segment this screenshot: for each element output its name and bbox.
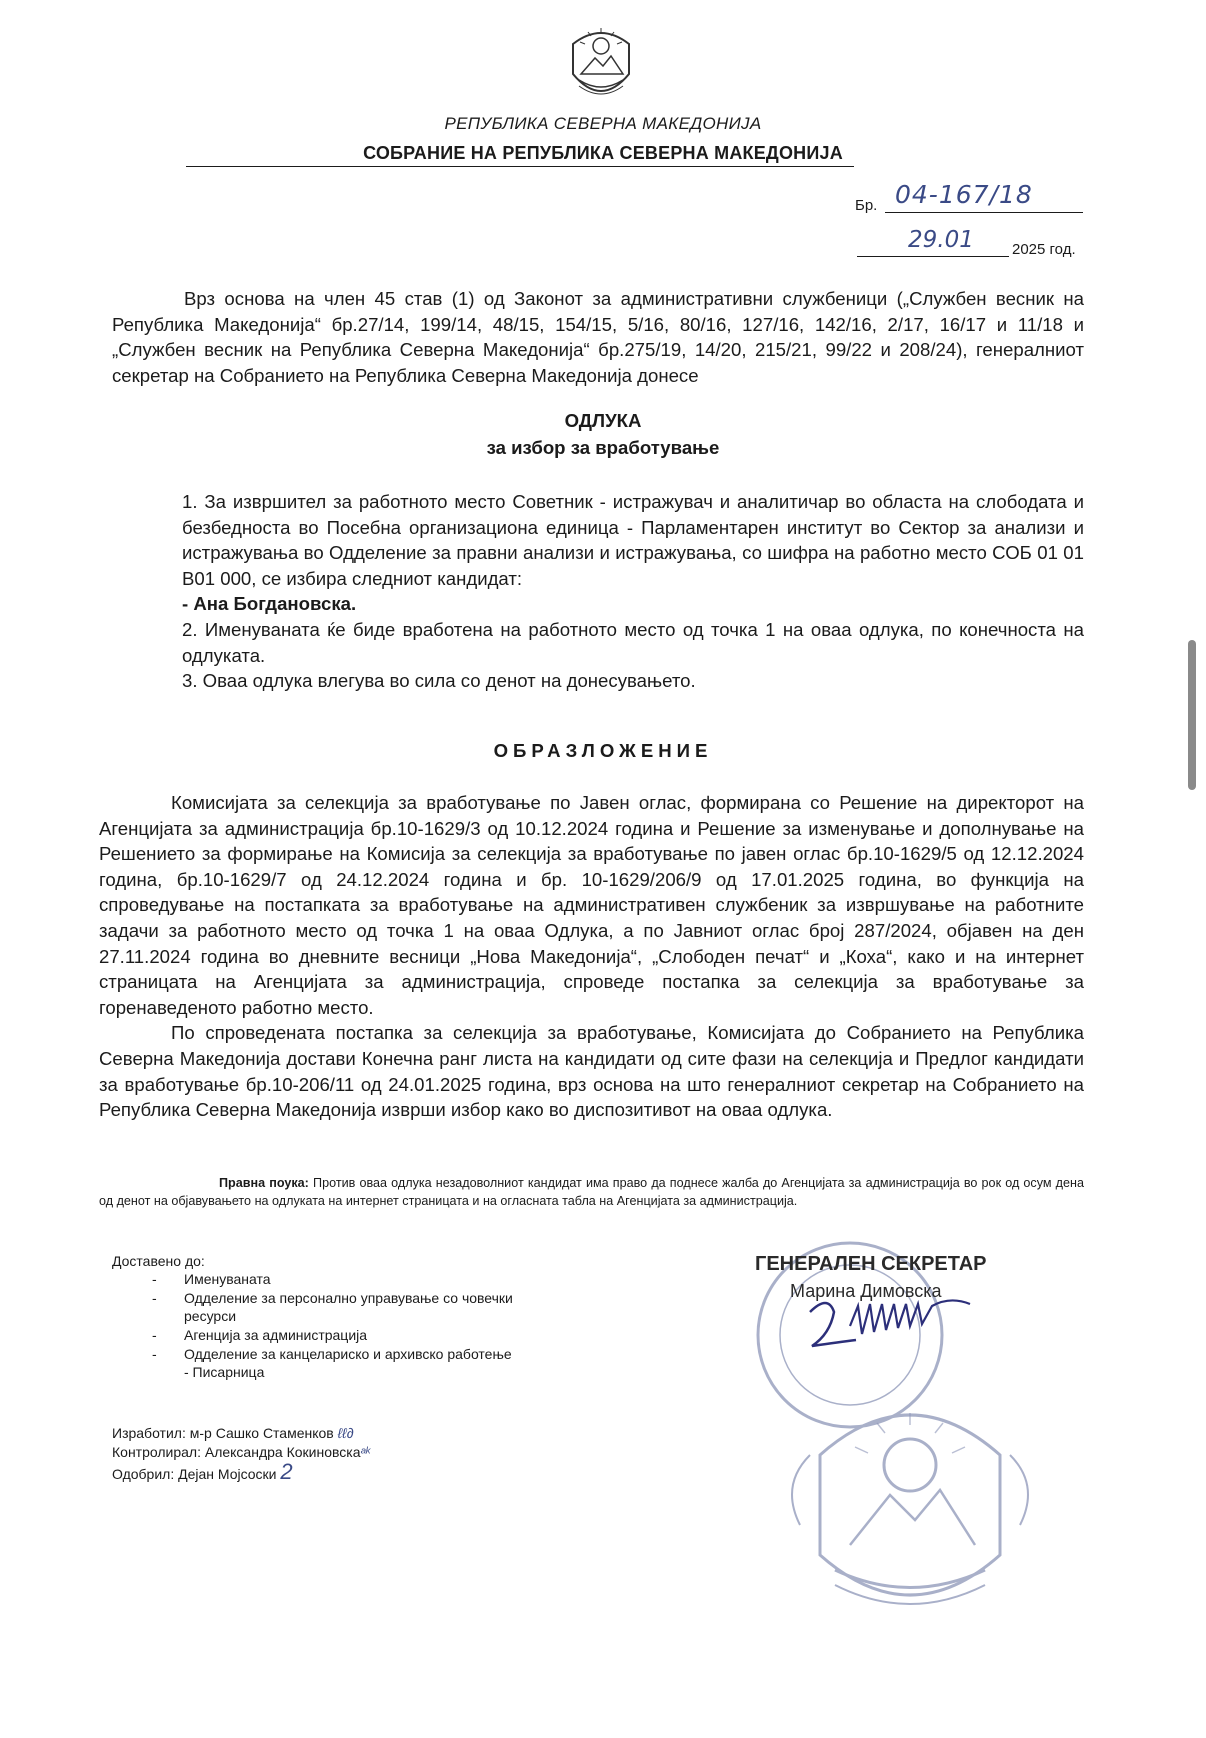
checked-by: Контролирал: Александра Кокиновскаᵃᵏ xyxy=(112,1444,370,1460)
list-item: - Агенција за администрација xyxy=(152,1327,368,1343)
country-heading: РЕПУБЛИКА СЕВЕРНА МАКЕДОНИЈА xyxy=(444,114,762,133)
decision-item-3: 3. Оваа одлука влегува во сила со денот на донесувањето. xyxy=(182,670,696,692)
coat-of-arms-icon xyxy=(565,24,637,108)
decision-item-2: 2. Именуваната ќе биде вработена на работното место од точка 1 на оваа одлука, по конечноста на одлуката. xyxy=(182,618,1084,666)
distribution-list xyxy=(112,1270,572,1382)
signatory-title: ГЕНЕРАЛЕН СЕКРЕТАР xyxy=(755,1253,987,1275)
list-item: - Одделение за канцелариско и архивско работење - Писарница xyxy=(152,1346,512,1380)
prepared-by: Изработил: м-р Сашко Стаменков ℓℓ∂ xyxy=(112,1425,354,1441)
decision-item-1: 1. За извршител за работното место Советник - истражувач и аналитичар во областа на слободата и безбедноста во Посебна организациона единица - Парламентарен институт во Сектор за анализи и истражувања во Одделение за правни анализи и истражувања, со шифра на работно место СОБ 01 01 В01 000, се избира следниот кандидат: xyxy=(182,491,1084,589)
header-divider xyxy=(186,166,854,167)
reference-label: Бр. xyxy=(855,197,878,214)
reasoning-title: ОБРАЗЛОЖЕНИЕ xyxy=(493,740,713,761)
reference-number: 04-167/18 xyxy=(895,180,1033,209)
handwritten-date: 29.01 xyxy=(908,227,974,253)
selected-candidate: - Ана Богдановска. xyxy=(182,593,357,615)
handwritten-initials: ᵃᵏ xyxy=(360,1444,370,1460)
assembly-heading: СОБРАНИЕ НА РЕПУБЛИКА СЕВЕРНА МАКЕДОНИЈА xyxy=(363,143,843,163)
distribution-label: Доставено до: xyxy=(112,1253,205,1269)
date-underline xyxy=(857,256,1009,257)
decision-items xyxy=(182,489,1084,694)
decision-title: ОДЛУКА xyxy=(564,410,642,431)
signature-icon xyxy=(800,1290,1000,1360)
reasoning-paragraph-1: Комисијата за селекција за вработување по Јавен оглас, формирана со Решение на директорот на Агенцијата за администрација бр.10-1629/3 од 10.12.2024 година и Решение за изменување и дополнување на Решението за формирање на Комисија за селекција за вработување по јавен оглас бр.10-1629/5 од 12.12.2024 година, бр.10-1629/7 од 24.12.2024 година и бр. 10-1629/206/9 од 17.01.2025 година, во функција на спроведување на постапката за вработување на административен службеник за извршување на работните задачи за работното место од точка 1 на оваа Одлука, а по Јавниот оглас број 287/2024, објавен на ден 27.11.2024 година во дневните весници „Нова Македонија“, „Слободен печат“ и „Коха“, како и на интернет страницата на Агенцијата за администрација, спроведе постапка за селекција за вработување за горенаведеното работно место. xyxy=(99,792,1084,1018)
approved-by: Одобрил: Дејан Мојсоски 2 xyxy=(112,1459,293,1484)
prepared-by-block xyxy=(112,1424,370,1484)
list-item: - Именуваната xyxy=(152,1271,271,1287)
legal-remedy-label: Правна поука: xyxy=(219,1176,309,1190)
list-item: - Одделение за персонално управување со човечки ресурси xyxy=(152,1290,513,1324)
reasoning-paragraph-2: По спроведената постапка за селекција за вработување, Комисијата до Собранието на Република Северна Македонија достави Конечна ранг листа на кандидати од сите фази на селекција и Предлог кандидати за вработување бр.10-206/11 од 24.01.2025 година, врз основа на што генералниот секретар на Собранието на Република Северна Македонија изврши избор како во диспозитивот на оваа одлука. xyxy=(99,1022,1084,1121)
handwritten-initials: 2 xyxy=(280,1459,293,1484)
reference-underline xyxy=(885,212,1083,213)
reasoning-section xyxy=(99,790,1084,1123)
preamble-paragraph: Врз основа на член 45 став (1) од Законот за административни службеници („Службен весник на Република Македонија“ бр.27/14, 199/14, 48/15, 154/15, 5/16, 80/16, 127/16, 142/16, 2/17, 16/17 и 11/18 и „Службен весник на Република Северна Македонија“ бр.275/19, 14/20, 215/21, 99/22 и 208/24), генералниот секретар на Собранието на Република Северна Македонија донесе xyxy=(112,288,1084,386)
handwritten-initials: ℓℓ∂ xyxy=(337,1425,354,1441)
decision-subtitle: за избор за вработување xyxy=(486,437,720,458)
signatory-name: Марина Димовска xyxy=(790,1281,942,1301)
scrollbar-thumb[interactable] xyxy=(1188,640,1196,790)
legal-remedy-note xyxy=(99,1175,1084,1210)
legal-remedy-text: Против оваа одлука незадоволниот кандидат има право да поднесе жалба до Агенцијата за администрација во рок од осум дена од денот на објавувањето на одлуката на интернет страницата и на огласната табла на Агенцијата за администрација. xyxy=(99,1176,1084,1208)
date-year: 2025 год. xyxy=(1012,241,1076,258)
